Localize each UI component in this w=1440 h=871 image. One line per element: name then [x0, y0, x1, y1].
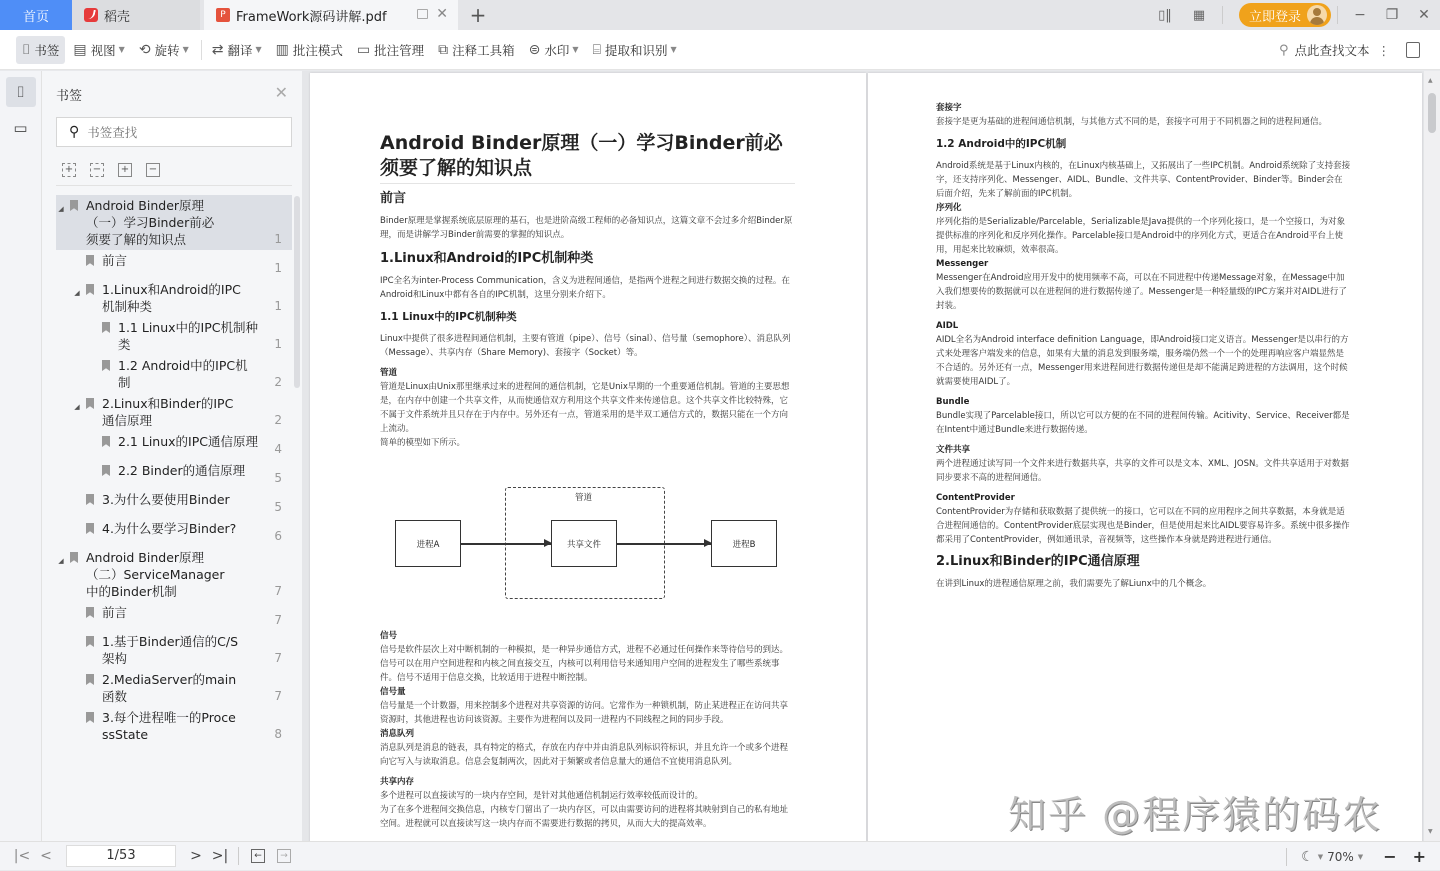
- zoom-controls: [1280, 842, 1426, 871]
- watermark-button[interactable]: [523, 36, 585, 64]
- panel-title: 书签: [56, 89, 83, 104]
- prev-page-icon[interactable]: <: [40, 848, 52, 864]
- paragraph: AIDL全名为Android interface definition Language，即Android接口定义语言。Messenger是以串行的方式来处理客户端发来的信息，如果有大量的消息发到服务端，服务端仍然一个一个的处理再响应客户端显然是不合适的。另外还有一点，Messenger用来进程间进行数据传递但是却不能满足跨进程的方法调用，这个时候就需要使用AIDL了。: [936, 335, 1349, 387]
- heading-preface: 前言: [380, 191, 407, 206]
- spacer: [72, 495, 82, 516]
- page-number-input[interactable]: 1/53: [66, 845, 176, 867]
- spacer: [72, 637, 82, 667]
- bookmark-icon: [86, 712, 94, 723]
- rotate-label: 旋转: [154, 42, 180, 58]
- extract-ocr-icon: ⌸: [592, 41, 601, 58]
- tab-docer-label: 稻壳: [104, 9, 131, 25]
- divider: [1286, 848, 1287, 866]
- bookmark-label: 1.Linux和Android的IPC机制种类: [102, 282, 241, 314]
- bookmark-page: 1: [274, 232, 282, 246]
- new-tab-button[interactable]: +: [469, 3, 487, 27]
- left-rail: [0, 71, 42, 841]
- bookmark-item[interactable]: [56, 195, 292, 250]
- bookmark-icon: [86, 523, 94, 534]
- expand-all-icon[interactable]: +: [62, 163, 76, 177]
- shared-file-box: 共享文件: [551, 520, 617, 567]
- last-page-icon[interactable]: >|: [211, 848, 229, 864]
- paragraph: 管道是Linux由Unix那里继承过来的进程间的通信机制，它是Unix早期的一个重要通信机制。管道的主要思想是，在内存中创建一个共享文件，从而使通信双方利用这个共享文件来传递信息。这个共享文件比较特殊，它不属于文件系统并且只存在于内存中。另外还有一点，管道采用的是半双工通信方式的，数据只能在一个方向上流动。: [380, 382, 790, 434]
- bookmark-item[interactable]: [56, 317, 292, 355]
- pdf-file-icon: P: [216, 8, 230, 22]
- paragraph: 序列化指的是Serializable/Parcelable，Serializable是Java提供的一个序列化接口，是一个空接口，为对象提供标准的序列化和反序列化操作。Parcelable接口是Android中的序列化方式，更适合在Android平台上使用，用起来比较麻烦，效率很高。: [936, 217, 1346, 255]
- rotate-button[interactable]: [133, 36, 195, 64]
- chevron-down-icon: ▼: [670, 45, 677, 54]
- search-icon: ⚲: [69, 124, 80, 140]
- annotate-mode-icon: ▥: [275, 41, 289, 58]
- search-icon: ⚲: [1278, 42, 1289, 58]
- heading-messenger: Messenger: [936, 259, 989, 269]
- bookmark-label: 2.2 Binder的通信原理: [118, 463, 246, 478]
- bookmark-item[interactable]: [56, 547, 292, 602]
- document-scrollbar[interactable]: [1424, 71, 1440, 841]
- comment-icon: ▭: [13, 119, 28, 137]
- process-a-box: 进程A: [395, 520, 461, 567]
- bookmark-icon: [102, 322, 110, 333]
- window-controls: [1148, 0, 1440, 30]
- bookmark-label: 2.1 Linux的IPC通信原理: [118, 434, 258, 449]
- bookmark-icon: [102, 360, 110, 371]
- bookmark-page: 2: [274, 413, 282, 427]
- bookmark-page: 1: [274, 337, 282, 351]
- divider: [56, 185, 292, 186]
- bookmark-label: 3.每个进程唯一的ProcessState: [102, 710, 236, 742]
- heading-section-1: 1.Linux和Android的IPC机制种类: [380, 251, 594, 266]
- paragraph: 信号是软件层次上对中断机制的一种模拟，是一种异步通信方式，进程不必通过任何操作来等待信号的到达。信号可以在用户空间进程和内核之间直接交互，内核可以利用信号来通知用户空间的进程发生了哪些系统事件。信号不适用于信息交换，比较适用于进程中断控制。: [380, 645, 789, 683]
- bookmark-icon: ⌷: [22, 41, 31, 58]
- bookmark-icon: [102, 436, 110, 447]
- heading-shared-memory: 共享内存: [380, 777, 415, 787]
- pipe-label: 管道: [575, 493, 593, 503]
- bookmark-label: 2.MediaServer的main函数: [102, 672, 237, 704]
- heading-socket: 套接字: [936, 103, 962, 113]
- add-bookmark-icon[interactable]: +: [118, 163, 132, 177]
- comment-panel-button[interactable]: [6, 113, 36, 143]
- watermark: 知乎 @程序猿的码农: [1008, 793, 1383, 837]
- bookmark-page: 6: [274, 529, 282, 543]
- bookmark-page: 8: [274, 727, 282, 741]
- spacer: [72, 675, 82, 705]
- divider: [201, 40, 202, 60]
- chevron-down-icon: ▼: [182, 45, 189, 54]
- bookmark-label: 前言: [102, 605, 128, 620]
- bookmark-icon: [86, 494, 94, 505]
- heading-semaphore: 信号量: [380, 687, 406, 697]
- zoom-out-button[interactable]: −: [1383, 847, 1397, 866]
- bookmark-label: 4.为什么要学习Binder?: [102, 521, 237, 536]
- chevron-down-icon: ▼: [118, 45, 125, 54]
- tab-docer[interactable]: [72, 0, 200, 30]
- heading-section-1-1: 1.1 Linux中的IPC机制种类: [380, 311, 517, 323]
- paragraph: 多个进程可以直接读写的一块内存空间，是针对其他通信机制运行效率较低而设计的。: [380, 791, 704, 801]
- expand-triangle-icon[interactable]: ◢: [58, 557, 64, 565]
- divider: [1337, 6, 1338, 24]
- bookmark-label: Android Binder原理（一）学习Binder前必须要了解的知识点: [86, 198, 215, 247]
- chevron-down-icon: ▼: [572, 45, 579, 54]
- bookmark-item[interactable]: [56, 279, 292, 317]
- bookmark-label: Android Binder原理（二）ServiceManager中的Binder机制: [86, 550, 225, 599]
- extract-ocr-button[interactable]: [587, 36, 683, 64]
- bookmark-label: 前言: [102, 253, 128, 268]
- bookmark-label: 1.基于Binder通信的C/S架构: [102, 634, 239, 666]
- comment-manage-icon: ▭: [356, 41, 371, 58]
- paragraph: 套接字是更为基础的进程间通信机制，与其他方式不同的是，套接字可用于不同机器之间的进程间通信。: [936, 117, 1328, 127]
- bookmark-page: 5: [274, 500, 282, 514]
- paragraph: Bundle实现了Parcelable接口，所以它可以方便的在不同的进程间传输。Acitivity、Service、Receiver都是在Intent中通过Bundle来进行数据传递。: [936, 411, 1350, 435]
- bookmark-page: 2: [274, 375, 282, 389]
- bookmark-item[interactable]: [56, 393, 292, 431]
- heading-aidl: AIDL: [936, 321, 959, 331]
- pin-tab-icon[interactable]: [417, 9, 428, 19]
- bookmark-label: 2.Linux和Binder的IPC通信原理: [102, 396, 234, 428]
- tab-home[interactable]: 首页: [0, 0, 72, 30]
- divider: [1222, 6, 1223, 24]
- watermark-icon: ⊜: [528, 41, 541, 58]
- bookmark-tree: [56, 195, 292, 841]
- bookmark-button[interactable]: [16, 36, 65, 64]
- translate-icon: ⇄: [211, 41, 224, 58]
- annotate-mode-label: 批注模式: [292, 42, 343, 58]
- heading-file-sharing: 文件共享: [936, 445, 971, 455]
- heading-section-2: 2.Linux和Binder的IPC通信原理: [936, 554, 1140, 569]
- bookmark-item[interactable]: [56, 631, 292, 669]
- bookmark-page: 1: [274, 261, 282, 275]
- close-panel-icon[interactable]: ✕: [274, 83, 288, 102]
- bookmark-item[interactable]: [56, 460, 292, 489]
- bookmark-item[interactable]: [56, 518, 292, 547]
- spacer: [72, 608, 82, 629]
- paragraph: Messenger在Android应用开发中的使用频率不高，可以在不同进程中传递Message对象，在Message中加入我们想要传的数据就可以在进程间的进行数据传递了。Messenger是一种轻量级的IPC方案并对AIDL进行了封装。: [936, 273, 1347, 311]
- bookmark-label: 1.2 Android中的IPC机制: [118, 358, 248, 390]
- spacer: [72, 713, 82, 743]
- bookmark-item[interactable]: [56, 707, 292, 745]
- comment-manage-button[interactable]: [351, 36, 430, 64]
- annotation-toolbox-label: 注释工具箱: [452, 42, 515, 58]
- expand-triangle-icon[interactable]: ◢: [74, 289, 80, 297]
- chevron-down-icon[interactable]: ▼: [1317, 852, 1324, 861]
- translate-label: 翻译: [227, 42, 253, 58]
- night-mode-icon[interactable]: ☾: [1301, 848, 1314, 865]
- heading-content-provider: ContentProvider: [936, 493, 1015, 503]
- first-page-icon[interactable]: |<: [13, 848, 31, 864]
- annotation-toolbox-icon: ⧉: [438, 41, 449, 58]
- grid-view-icon[interactable]: ▦: [1192, 7, 1206, 23]
- divider: [380, 183, 795, 184]
- document-viewer: [302, 71, 1440, 841]
- bookmark-page: 1: [274, 299, 282, 313]
- arrow: [617, 543, 711, 545]
- heading-signal: 信号: [380, 631, 398, 641]
- panel-scrollbar[interactable]: [294, 196, 300, 388]
- close-tab-icon[interactable]: ✕: [436, 6, 448, 22]
- paragraph: 为了在多个进程间交换信息，内核专门留出了一块内存区，可以由需要访问的进程将其映射到自己的私有地址空间。进程就可以直接读写这一块内存而不需要进行数据的拷贝，从而大大的提高效率。: [380, 805, 789, 829]
- view-button[interactable]: [67, 36, 130, 64]
- bookmark-page: 7: [274, 651, 282, 665]
- toolbar: [0, 30, 1440, 70]
- paragraph: 在讲到Linux的进程通信原理之前，我们需要先了解Liunx中的几个概念。: [936, 579, 1212, 589]
- bookmark-panel-button[interactable]: [6, 77, 36, 107]
- bookmark-icon: ⌷: [15, 83, 25, 101]
- extract-ocr-label: 提取和识别: [604, 42, 668, 58]
- heading-pipe: 管道: [380, 368, 398, 378]
- arrow: [461, 543, 551, 545]
- bookmark-icon: [86, 255, 94, 266]
- bookmark-label: 3.为什么要使用Binder: [102, 492, 230, 507]
- heading-section-1-2: 1.2 Android中的IPC机制: [936, 138, 1067, 150]
- bookmark-page: 7: [274, 584, 282, 598]
- paragraph: 消息队列是消息的链表，具有特定的格式，存放在内存中并由消息队列标识符标识，并且允许一个或多个进程向它写入与读取消息。信息会复制两次，因此对于频繁或者信息量大的通信不宜使用消息队列。: [380, 743, 789, 767]
- docer-logo-icon: [84, 8, 98, 22]
- bookmark-icon: [86, 636, 94, 647]
- exit-icon[interactable]: [1406, 42, 1420, 58]
- bookmark-icon: [86, 398, 94, 409]
- bookmark-page: 4: [274, 442, 282, 456]
- paragraph: 信号量是一个计数器，用来控制多个进程对共享资源的访问。它常作为一种锁机制，防止某进程正在访问共享资源时，其他进程也访问该资源。主要作为进程间以及同一进程内不同线程之间的同步手段。: [380, 701, 789, 725]
- rotate-icon: ⟲: [138, 41, 151, 58]
- comment-manage-label: 批注管理: [374, 42, 425, 58]
- collapse-all-icon[interactable]: −: [90, 163, 104, 177]
- heading-bundle: Bundle: [936, 397, 970, 407]
- paragraph: IPC全名为inter-Process Communication，含义为进程间通信，是指两个进程之间进行数据交换的过程。在Android和Linux中都有各自的IPC机制，这里分别来介绍下。: [380, 276, 790, 300]
- zoom-in-button[interactable]: +: [1412, 847, 1426, 866]
- document-title: Android Binder原理（一）学习Binder前必须要了解的知识点: [380, 132, 783, 179]
- expand-triangle-icon[interactable]: ◢: [58, 205, 64, 213]
- bookmark-icon: [70, 552, 78, 563]
- login-label: 立即登录: [1248, 9, 1301, 25]
- bookmark-search: [56, 117, 292, 147]
- paragraph: 两个进程通过读写同一个文件来进行数据共享，共享的文件可以是文本、XML、JOSN。文件共享适用于对数据同步要求不高的进程间通信。: [936, 459, 1349, 483]
- pipe-diagram: [395, 487, 780, 605]
- bookmark-item[interactable]: [56, 431, 292, 460]
- paragraph: Android系统是基于Linux内核的，在Linux内核基础上，又拓展出了一些IPC机制。Android系统除了支持套接字，还支持序列化、Messenger、AIDL、Bundle、文件共享、ContentProvider、Binder等。Binder会在后面介绍，先来了解前面的IPC机制。: [936, 161, 1351, 199]
- spacer: [88, 437, 98, 458]
- bookmark-icon: [86, 674, 94, 685]
- bookmark-page: 7: [274, 689, 282, 703]
- zoom-level[interactable]: 70%: [1327, 849, 1354, 864]
- spacer: [88, 466, 98, 487]
- next-page-icon[interactable]: >: [190, 848, 202, 864]
- bookmark-icon: [70, 200, 78, 211]
- minimize-button[interactable]: −: [1354, 7, 1366, 23]
- restore-button[interactable]: ❐: [1385, 7, 1399, 23]
- find-text-area: [1279, 30, 1420, 70]
- close-window-button[interactable]: ✕: [1418, 7, 1430, 23]
- watermark-label: 水印: [544, 42, 570, 58]
- bookmark-search-input[interactable]: [87, 125, 267, 140]
- paragraph: Binder原理是掌握系统底层原理的基石，也是进阶高级工程师的必备知识点，这篇文章不会过多介绍Binder原理，而是讲解学习Binder前需要的掌握的知识点。: [380, 216, 793, 240]
- page1-content: [380, 131, 795, 450]
- paragraph: ContentProvider为存储和获取数据了提供统一的接口，它可以在不同的应用程序之间共享数据，本身就是适合进程间通信的。ContentProvider底层实现也是Binder，但是使用起来比AIDL要容易许多。系统中很多操作都采用了ContentProvider，例如通讯录，音视频等，这些操作本身就是跨进程进行通信。: [936, 507, 1350, 545]
- bookmark-item[interactable]: [56, 669, 292, 707]
- scroll-thumb[interactable]: [1428, 93, 1436, 133]
- bookmark-label: 书签: [34, 42, 60, 58]
- tab-document-label: FrameWork源码讲解.pdf: [236, 9, 387, 25]
- view-icon: ▤: [73, 41, 87, 58]
- spacer: [72, 524, 82, 545]
- chevron-down-icon: ▼: [255, 45, 262, 54]
- bookmark-icon: [102, 465, 110, 476]
- scroll-down-icon[interactable]: ▼: [1428, 828, 1433, 835]
- chevron-down-icon[interactable]: ▼: [1357, 852, 1364, 861]
- bookmark-page: 7: [274, 613, 282, 627]
- bookmark-icon: [86, 607, 94, 618]
- tab-document[interactable]: [204, 0, 458, 30]
- bookmark-icon: [86, 284, 94, 295]
- bookmark-item[interactable]: [56, 602, 292, 631]
- spacer: [72, 256, 82, 277]
- annotation-toolbox-button[interactable]: [432, 36, 521, 64]
- single-page-icon[interactable]: ▯‖: [1158, 7, 1172, 23]
- find-text-button[interactable]: 点此查找文本: [1294, 43, 1370, 58]
- page1-content-lower: [380, 629, 795, 831]
- bookmark-tools: [62, 163, 174, 177]
- status-bar: [0, 841, 1440, 870]
- paragraph: Linux中提供了很多进程间通信机制，主要有管道（pipe）、信号（sinal）、信号量（semophore）、消息队列（Message）、共享内存（Share Memory)、套接字（Socket）等。: [380, 334, 791, 358]
- bookmark-panel: [42, 71, 302, 841]
- spacer: [88, 323, 98, 353]
- pdf-page-1: [310, 73, 866, 843]
- page2-content: [936, 101, 1351, 591]
- avatar: [1307, 5, 1327, 25]
- bookmark-label: 1.1 Linux中的IPC机制种类: [118, 320, 258, 352]
- more-options-icon[interactable]: ⋮: [1377, 42, 1390, 58]
- translate-button[interactable]: [206, 36, 268, 64]
- expand-triangle-icon[interactable]: ◢: [74, 403, 80, 411]
- bookmark-page: 5: [274, 471, 282, 485]
- forward-icon[interactable]: →: [277, 849, 291, 863]
- scroll-up-icon[interactable]: ▲: [1428, 77, 1433, 84]
- process-b-box: 进程B: [711, 520, 777, 567]
- paragraph: 简单的模型如下所示。: [380, 438, 466, 448]
- divider: [238, 847, 239, 865]
- pdf-page-2: [868, 73, 1422, 843]
- spacer: [88, 361, 98, 391]
- bookmark-item[interactable]: [56, 250, 292, 279]
- heading-message-queue: 消息队列: [380, 729, 415, 739]
- annotate-mode-button[interactable]: [270, 36, 349, 64]
- bookmark-item[interactable]: [56, 489, 292, 518]
- back-icon[interactable]: ←: [251, 849, 265, 863]
- view-label: 视图: [90, 42, 116, 58]
- login-button[interactable]: [1239, 3, 1331, 27]
- remove-bookmark-icon[interactable]: −: [146, 163, 160, 177]
- heading-serialization: 序列化: [936, 203, 962, 213]
- bookmark-item[interactable]: [56, 355, 292, 393]
